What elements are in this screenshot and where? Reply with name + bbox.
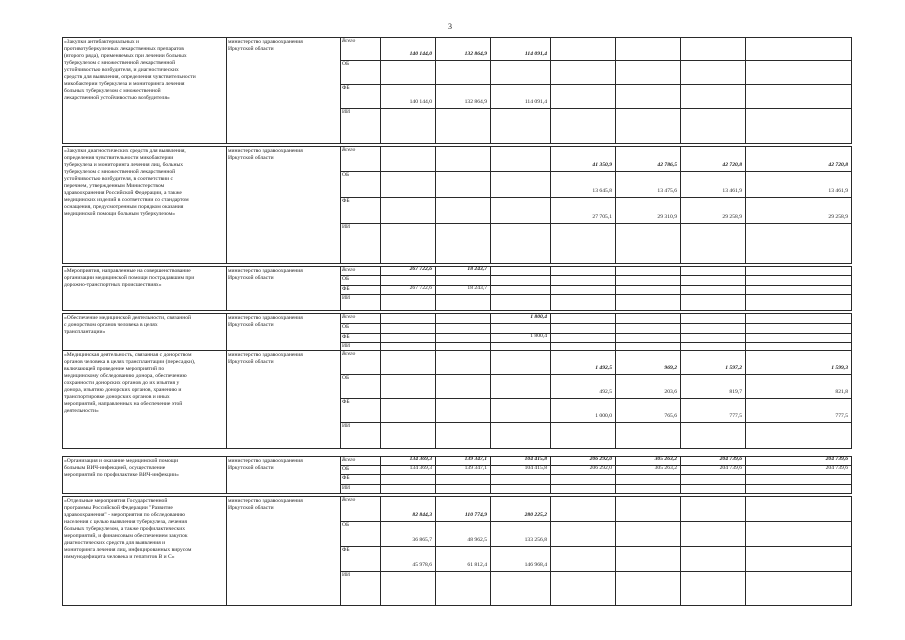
ob-value: 204 739,6 [719, 465, 742, 471]
source-label: Всего [342, 38, 356, 44]
column-divider [62, 37, 63, 144]
row-top-border [62, 350, 851, 351]
subrow-divider [340, 546, 851, 547]
column-divider [340, 456, 341, 494]
subrow-divider [340, 521, 851, 522]
row-top-border [62, 313, 851, 314]
subrow-divider [340, 223, 851, 224]
total-value: 206 292,0 [589, 456, 612, 462]
total-value: 42 720,8 [722, 162, 742, 168]
column-divider [380, 350, 381, 449]
subrow-divider [340, 171, 851, 172]
ob-value: 13 475,6 [657, 188, 677, 194]
fb-value: 146 968,4 [524, 562, 547, 568]
column-divider [340, 496, 341, 606]
column-divider [380, 146, 381, 264]
measure-name: «Обеспечение медицинской деятельности, связанной с донорством органов человека в целях трансплантации» [64, 315, 192, 335]
source-label: ИИ [342, 423, 351, 429]
source-label: Всего [342, 314, 356, 320]
row-bottom-border [62, 310, 851, 311]
source-label: Всего [342, 267, 356, 273]
executor-label: министерство здравоохранения Иркутской области [228, 268, 303, 281]
source-label: ИИ [342, 343, 351, 349]
source-label: ИИ [342, 485, 351, 491]
total-value: 1 492,5 [595, 365, 612, 371]
column-divider [745, 496, 746, 606]
subrow-divider [340, 374, 851, 375]
total-value: 305 263,2 [654, 456, 677, 462]
column-divider [680, 266, 681, 311]
measure-name: «Закупки диагностических средств для выявления, определения чувствительности микобактерии туберкулеза и мониторинга лечения лиц, больных туберкулезом с множественной лекарственной устойчивостью возбудителя, в соответствии с перечнем, утвержденным Министерством здравоохранения Российской Федерации, а также медицинских изделий в соответствии со стандартом оснащения, предусмотренным порядком оказания медицинской помощи больным туберкулезом» [64, 148, 189, 217]
source-label: ОБ [342, 375, 350, 381]
ob-value: 36 865,7 [412, 537, 432, 543]
column-divider [226, 456, 227, 494]
subrow-divider [340, 275, 851, 276]
column-divider [615, 266, 616, 311]
column-divider [62, 496, 63, 606]
total-value: 134 369,3 [409, 456, 432, 462]
fb-value: 61 812,4 [467, 562, 487, 568]
column-divider [851, 350, 852, 449]
ob-value: 134 369,3 [409, 465, 432, 471]
total-value: 139 347,1 [464, 456, 487, 462]
row-top-border [62, 146, 851, 147]
subrow-divider [340, 474, 851, 475]
column-divider [550, 313, 551, 351]
row-bottom-border [62, 448, 851, 449]
row-bottom-border [62, 143, 851, 144]
measure-name: «Медицинская деятельность, связанная с донорством органов человека в целях трансплантации (пересадки), включающей проведение мероприятий по медицинскому обследованию донора, обеспечению сохранности донорских органов до их изъятия у донора, изъятию донорских органов, хранению и транспортировке донорских органов и иных мероприятий, направленных на обеспечение этой деятельности» [64, 352, 196, 414]
column-divider [615, 496, 616, 606]
ob-value: 139 347,1 [464, 465, 487, 471]
source-label: Всего [342, 147, 356, 153]
ob-value: 305 263,2 [654, 465, 677, 471]
source-label: ОБ [342, 61, 350, 67]
column-divider [226, 37, 227, 144]
executor-label: министерство здравоохранения Иркутской области [228, 498, 303, 511]
ob-value: 204 739,6 [825, 465, 848, 471]
ob-value: 133 256,8 [524, 537, 547, 543]
column-divider [340, 146, 341, 264]
subrow-divider [340, 60, 851, 61]
column-divider [226, 266, 227, 311]
source-label: ИИ [342, 109, 351, 115]
source-label: ОБ [342, 466, 350, 472]
column-divider [435, 350, 436, 449]
page-number: 3 [448, 22, 452, 31]
executor-label: министерство здравоохранения Иркутской области [228, 352, 303, 365]
source-label: ОБ [342, 276, 350, 282]
subrow-divider [340, 84, 851, 85]
fb-value: 777,5 [835, 413, 848, 419]
column-divider [615, 313, 616, 351]
column-divider [62, 456, 63, 494]
fb-value: 45 978,6 [412, 562, 432, 568]
subrow-divider [340, 422, 851, 423]
column-divider [340, 350, 341, 449]
ob-value: 13 461,9 [722, 188, 742, 194]
total-value: 140 144,0 [409, 51, 432, 57]
measure-name: «Мероприятия, направленные на совершенствование организации медицинской помощи пострадавшим при дорожно-транспортных происшествиях» [64, 268, 195, 288]
column-divider [851, 37, 852, 144]
column-divider [745, 266, 746, 311]
fb-value: 29 310,9 [657, 214, 677, 220]
subrow-divider [340, 571, 851, 572]
total-value: 18 243,7 [467, 266, 487, 272]
source-label: ИИ [342, 224, 351, 230]
source-label: ФБ [342, 547, 350, 553]
total-value: 114 091,4 [524, 51, 547, 57]
row-top-border [62, 496, 851, 497]
subrow-divider [340, 342, 851, 343]
total-value: 204 739,6 [719, 456, 742, 462]
source-label: ФБ [342, 475, 350, 481]
executor-label: министерство здравоохранения Иркутской области [228, 458, 303, 471]
source-label: ИИ [342, 572, 351, 578]
column-divider [226, 350, 227, 449]
column-divider [226, 313, 227, 351]
measure-name: «Закупки антибактериальных и противотуберкулезных лекарственных препаратов (второго ряда), применяемых при лечении больных туберкулезом с множественной лекарственной устойчивостью возбудителя, и диагностических средств для выявления, определения чувствительности микобактерии туберкулеза и мониторинга лечения больных туберкулезом с множественной лекарственной устойчивостью возбудителя» [64, 39, 196, 101]
subrow-divider [340, 398, 851, 399]
fb-value: 777,5 [729, 413, 742, 419]
total-value: 42 786,5 [657, 162, 677, 168]
measure-name: «Отдельные мероприятия Государственной программы Российской Федерации "Развитие здравоохранения" - мероприятия по обследованию населения с целью выявления туберкулеза, лечения больных туберкулезом, а также профилактических мероприятий, и финансовым обеспечением закупок диагностических средств для выявления и мониторинга лечения лиц, инфицированных вирусом иммунодефицита человека и гепатитов В и С» [64, 498, 192, 560]
ob-value: 13 645,8 [592, 188, 612, 194]
row-top-border [62, 37, 851, 38]
total-value: 42 720,8 [828, 162, 848, 168]
total-value: 204 739,6 [825, 456, 848, 462]
source-label: ФБ [342, 198, 350, 204]
column-divider [550, 37, 551, 144]
column-divider [745, 37, 746, 144]
subrow-divider [340, 484, 851, 485]
source-label: Всего [342, 457, 356, 463]
fb-value: 765,6 [664, 413, 677, 419]
total-value: 41 350,9 [592, 162, 612, 168]
ob-value: 819,7 [729, 389, 742, 395]
column-divider [490, 146, 491, 264]
subrow-divider [340, 108, 851, 109]
source-label: ФБ [342, 334, 350, 340]
fb-value: 27 705,1 [592, 214, 612, 220]
executor-label: министерство здравоохранения Иркутской области [228, 39, 303, 52]
column-divider [745, 313, 746, 351]
column-divider [62, 350, 63, 449]
measure-name: «Организация и оказание медицинской помощи больным ВИЧ-инфекцией, осуществление мероприятий по профилактике ВИЧ-инфекции» [64, 458, 179, 478]
ob-value: 13 461,9 [828, 188, 848, 194]
executor-label: министерство здравоохранения Иркутской области [228, 148, 303, 161]
column-divider [226, 146, 227, 264]
column-divider [435, 146, 436, 264]
row-bottom-border [62, 263, 851, 264]
column-divider [62, 313, 63, 351]
fb-value: 1 800,4 [530, 333, 547, 339]
column-divider [62, 146, 63, 264]
column-divider [62, 266, 63, 311]
fb-value: 132 864,9 [464, 99, 487, 105]
source-label: ОБ [342, 522, 350, 528]
subrow-divider [340, 197, 851, 198]
column-divider [615, 37, 616, 144]
subrow-divider [340, 333, 851, 334]
column-divider [851, 146, 852, 264]
total-value: 969,2 [664, 365, 677, 371]
column-divider [380, 313, 381, 351]
source-label: ФБ [342, 85, 350, 91]
total-value: 110 774,9 [464, 512, 487, 518]
column-divider [851, 496, 852, 606]
column-divider [680, 37, 681, 144]
source-label: ИИ [342, 295, 351, 301]
column-divider [550, 266, 551, 311]
executor-label: министерство здравоохранения Иркутской области [228, 315, 303, 328]
fb-value: 1 000,0 [595, 413, 612, 419]
ob-value: 821,8 [835, 389, 848, 395]
column-divider [680, 496, 681, 606]
ob-value: 48 962,5 [467, 537, 487, 543]
column-divider [851, 456, 852, 494]
total-value: 104 415,8 [524, 456, 547, 462]
ob-value: 104 415,8 [524, 465, 547, 471]
total-value: 1 599,3 [831, 365, 848, 371]
column-divider [490, 350, 491, 449]
row-bottom-border [62, 605, 851, 606]
source-label: ОБ [342, 324, 350, 330]
ob-value: 203,6 [664, 389, 677, 395]
fb-value: 18 243,7 [467, 285, 487, 291]
subrow-divider [340, 323, 851, 324]
column-divider [340, 266, 341, 311]
total-value: 132 864,9 [464, 51, 487, 57]
subrow-divider [340, 294, 851, 295]
source-label: ОБ [342, 172, 350, 178]
fb-value: 29 258,9 [722, 214, 742, 220]
fb-value: 29 258,9 [828, 214, 848, 220]
column-divider [226, 496, 227, 606]
fb-value: 114 091,4 [524, 99, 547, 105]
column-divider [851, 266, 852, 311]
source-label: ФБ [342, 286, 350, 292]
total-value: 1 800,4 [530, 314, 547, 320]
row-bottom-border [62, 493, 851, 494]
total-value: 1 597,2 [725, 365, 742, 371]
column-divider [490, 266, 491, 311]
ob-value: 206 292,0 [589, 465, 612, 471]
column-divider [851, 313, 852, 351]
column-divider [680, 313, 681, 351]
column-divider [340, 37, 341, 144]
source-label: Всего [342, 351, 356, 357]
source-label: Всего [342, 497, 356, 503]
total-value: 267 722,6 [409, 266, 432, 272]
column-divider [340, 313, 341, 351]
column-divider [550, 496, 551, 606]
fb-value: 140 144,0 [409, 99, 432, 105]
total-value: 82 844,3 [412, 512, 432, 518]
fb-value: 267 722,6 [409, 285, 432, 291]
ob-value: 492,5 [599, 389, 612, 395]
column-divider [435, 313, 436, 351]
total-value: 280 225,2 [524, 512, 547, 518]
source-label: ФБ [342, 399, 350, 405]
